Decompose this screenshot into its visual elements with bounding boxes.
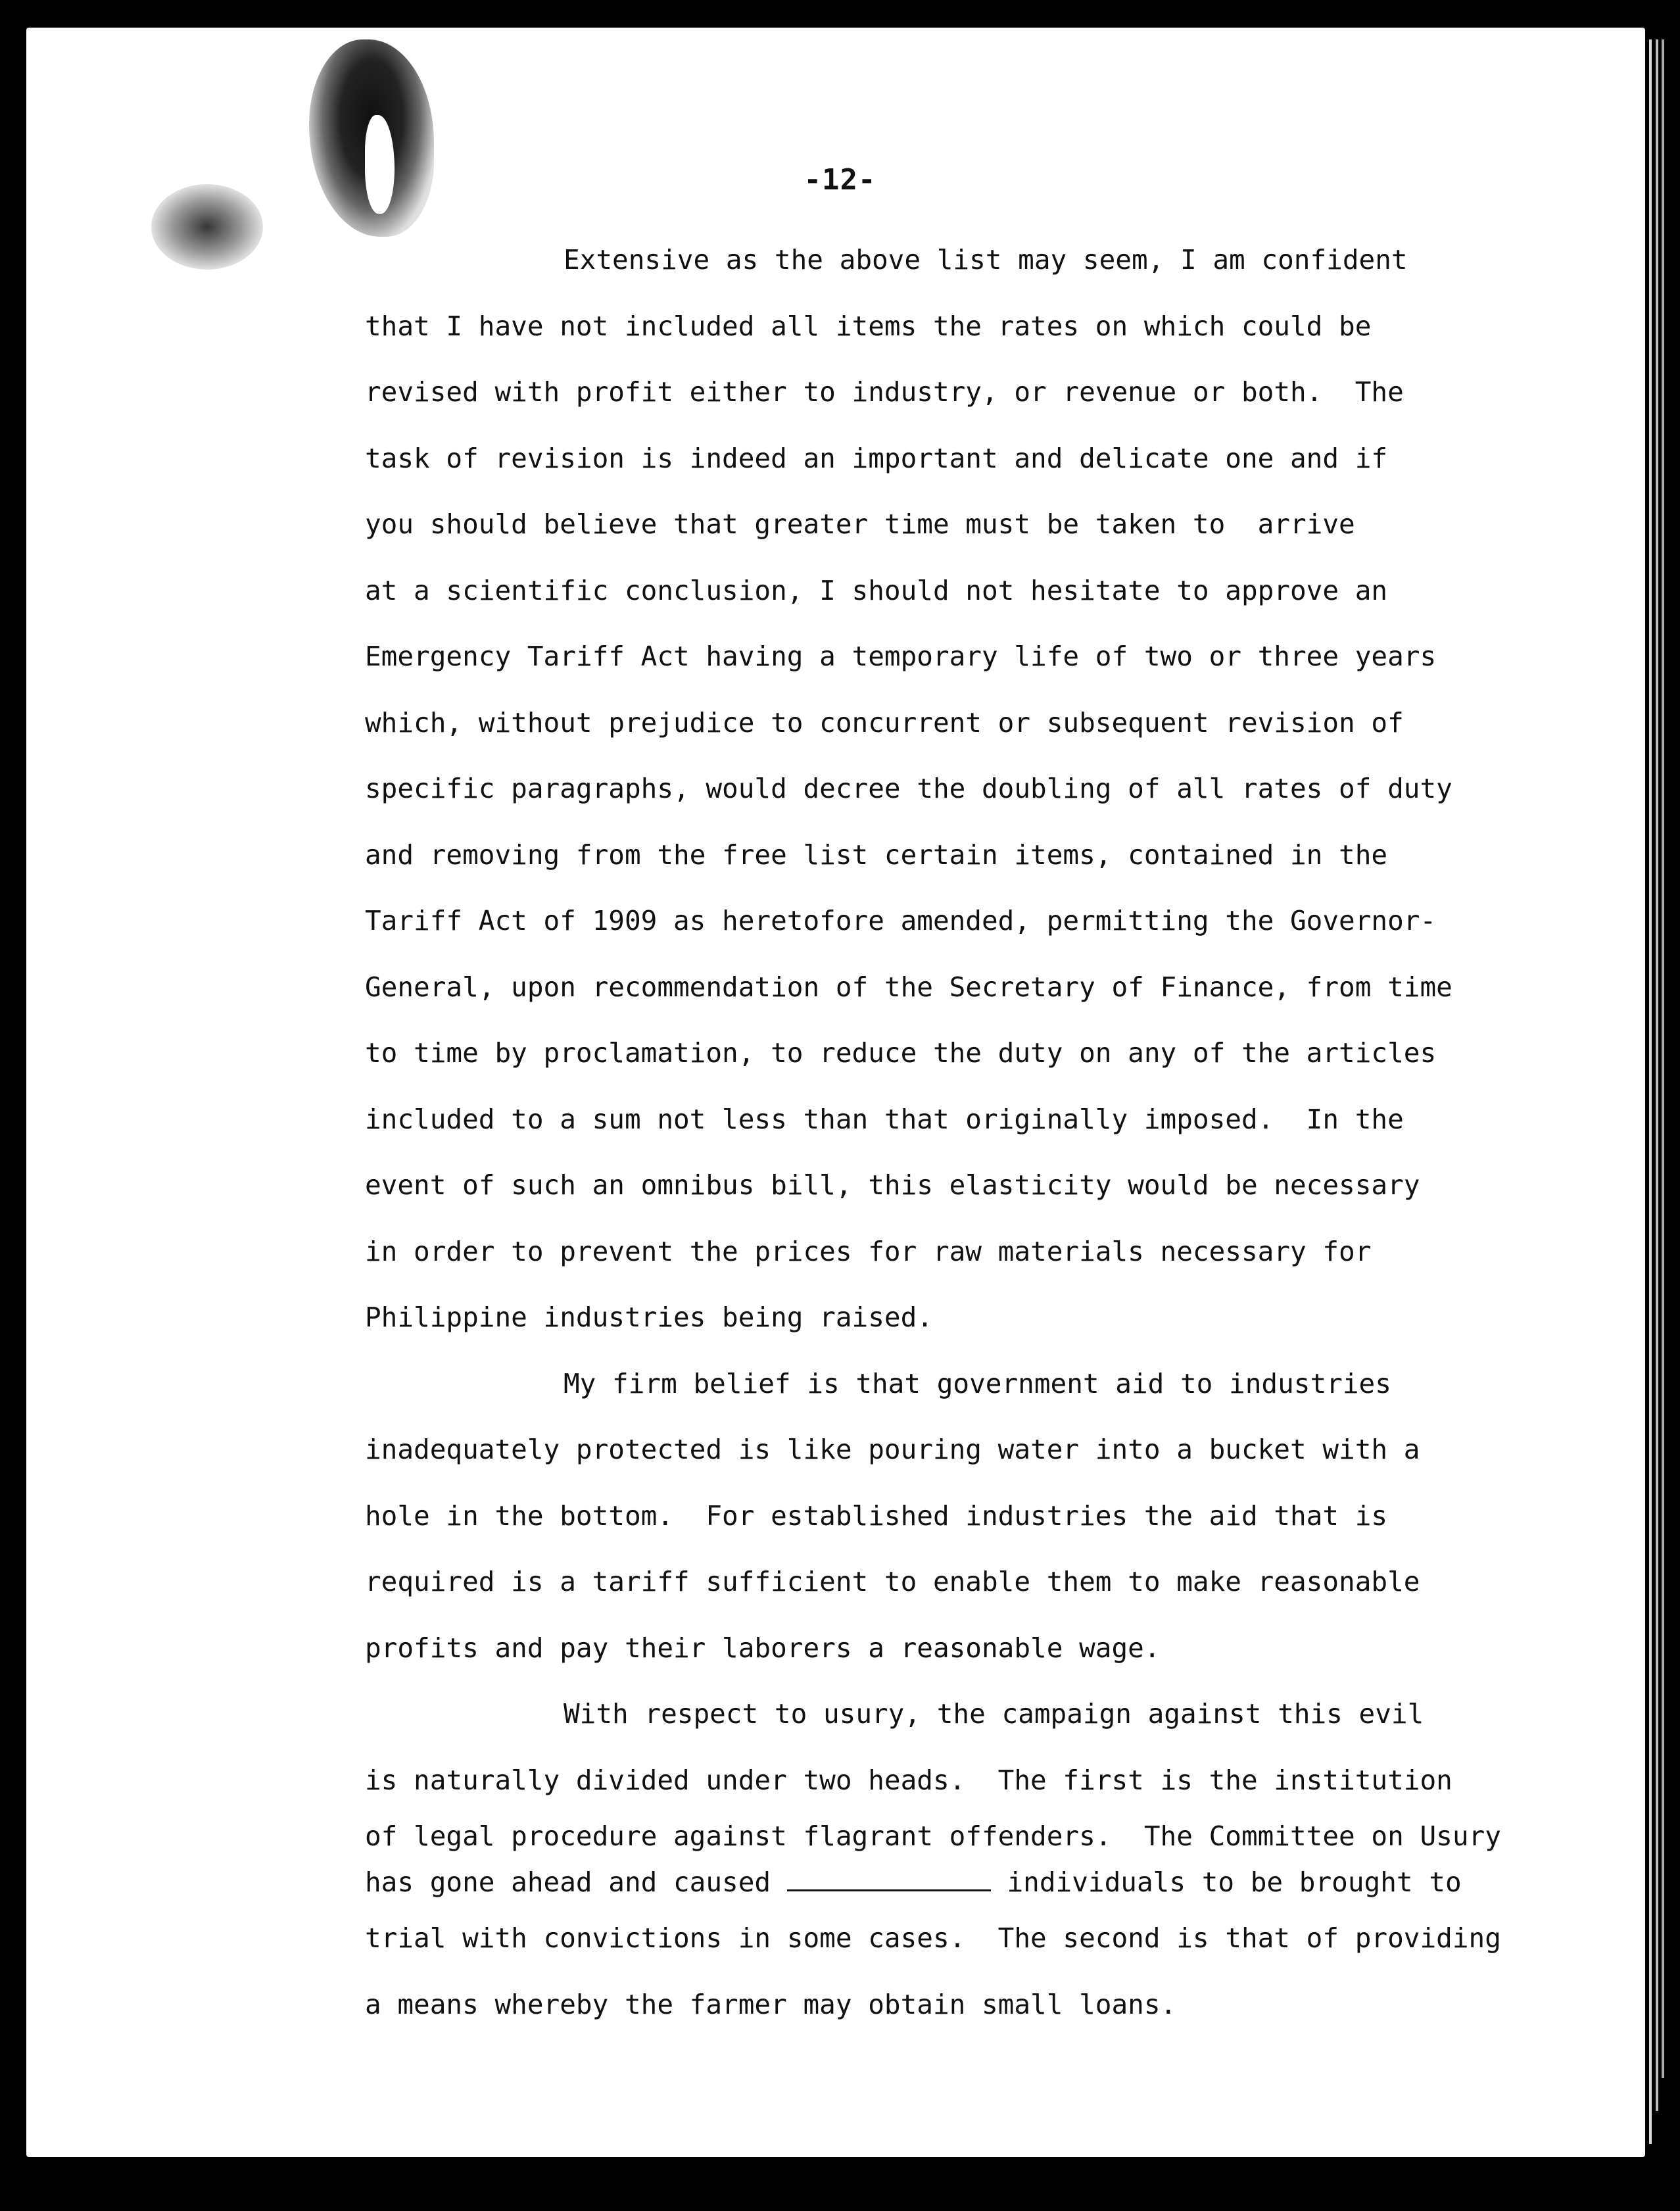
text-line: Tariff Act of 1909 as heretofore amended, permitting the Governor- xyxy=(365,905,1437,936)
text-line: which, without prejudice to concurrent or subsequent revision of xyxy=(365,706,1404,739)
text-line: and removing from the free list certain items, contained in the xyxy=(365,838,1388,871)
text-line: General, upon recommendation of the Secretary of Finance, from time xyxy=(365,971,1452,1003)
text-line: profits and pay their laborers a reasonable wage. xyxy=(365,1632,1161,1664)
paper-edge xyxy=(1656,39,1658,2111)
text-line: hole in the bottom. For established industries the aid that is xyxy=(365,1499,1388,1532)
text-line: that I have not included all items the rates on which could be xyxy=(365,310,1372,342)
paper-edge xyxy=(1649,39,1652,2144)
document-body xyxy=(365,227,1535,2037)
text-line: inadequately protected is like pouring water into a bucket with a xyxy=(365,1434,1420,1465)
text-line: Emergency Tariff Act having a temporary life of two or three years xyxy=(365,641,1437,672)
fill-in-blank xyxy=(787,1870,991,1891)
text-line: you should believe that greater time must be taken to arrive xyxy=(365,508,1355,540)
paragraph-tariff xyxy=(365,227,1535,1351)
text-fragment: has gone ahead and caused xyxy=(365,1866,787,1898)
text-line: trial with convictions in some cases. The second is that of providing xyxy=(365,1922,1501,1954)
text-line: required is a tariff sufficient to enable them to make reasonable xyxy=(365,1566,1420,1597)
text-line: of legal procedure against flagrant offenders. The Committee on Usury xyxy=(365,1820,1501,1852)
text-line: With respect to usury, the campaign against this evil xyxy=(564,1698,1424,1730)
text-line: revised with profit either to industry, or revenue or both. The xyxy=(365,376,1404,408)
text-line: Extensive as the above list may seem, I am confident xyxy=(564,244,1408,276)
text-line: event of such an omnibus bill, this elasticity would be necessary xyxy=(365,1169,1420,1201)
paragraph-government-aid xyxy=(365,1351,1535,1682)
text-line: specific paragraphs, would decree the doubling of all rates of duty xyxy=(365,773,1452,804)
text-line: a means whereby the farmer may obtain small loans. xyxy=(365,1988,1177,2020)
page-number: -12- xyxy=(804,163,876,197)
text-line: to time by proclamation, to reduce the duty on any of the articles xyxy=(365,1037,1437,1069)
text-line: task of revision is indeed an important and delicate one and if xyxy=(365,442,1388,474)
text-line-with-blank xyxy=(365,1859,1535,1905)
text-fragment: individuals to be brought to xyxy=(990,1866,1462,1898)
text-line: Philippine industries being raised. xyxy=(365,1301,933,1333)
text-line: is naturally divided under two heads. The first is the institution xyxy=(365,1764,1452,1796)
ink-stain xyxy=(151,184,263,270)
paragraph-usury xyxy=(365,1681,1535,2037)
text-line: My firm belief is that government aid to industries xyxy=(564,1367,1391,1399)
text-line: at a scientific conclusion, I should not hesitate to approve an xyxy=(365,574,1388,606)
text-line: in order to prevent the prices for raw materials necessary for xyxy=(365,1235,1372,1267)
paper-edge xyxy=(1662,39,1664,2078)
text-line: included to a sum not less than that originally imposed. In the xyxy=(365,1103,1404,1135)
